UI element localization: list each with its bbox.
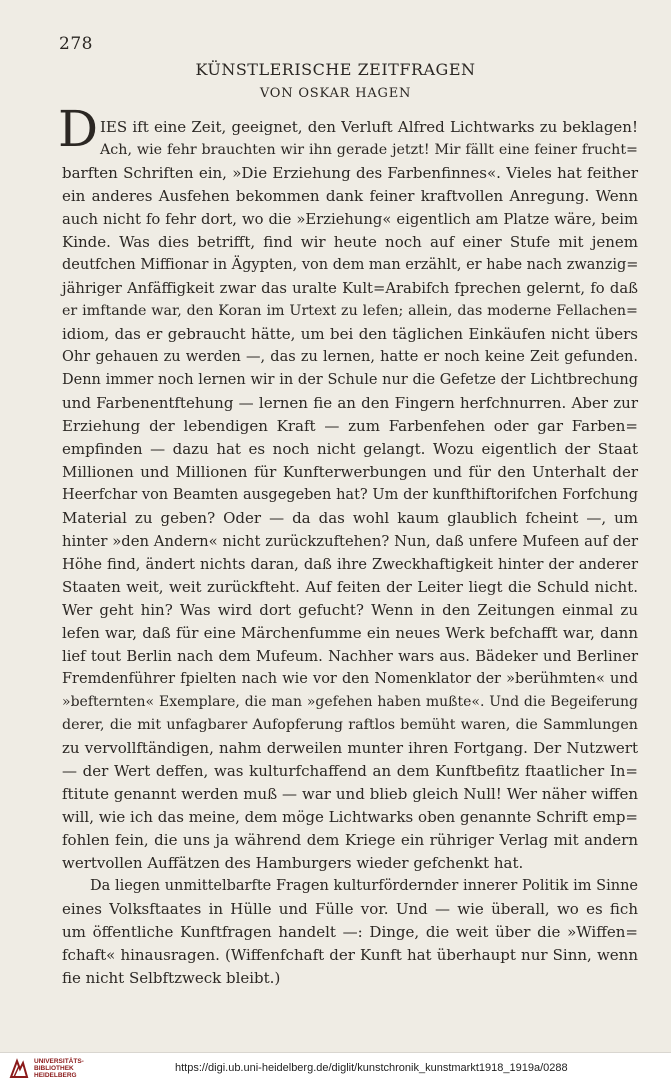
text-line: fohlen fein, die uns ja während dem Kriege ein rühriger Verlag mit andern [62,831,638,849]
text-line: jähriger Anfäffigkeit zwar das uralte Kult=Arabifch fprechen gelernt, fo daß [62,280,638,297]
text-line: eines Volksftaates in Hülle und Fülle vor. Und — wie überall, wo es fich [62,900,638,918]
text-line: hinter »den Andern« nicht zurückzuftehen? Nun, daß unfere Mufeen auf der [62,533,638,550]
text-line: Heerfchar von Beamten ausgegeben hat? Um der kunfthiftorifchen Forfchung [62,487,638,503]
text-line: Material zu geben? Oder — da das wohl kaum glaublich fcheint —, um [62,509,638,527]
text-line: wertvollen Auffätzen des Hamburgers wieder gefchenkt hat. [62,854,524,872]
text-line: fchaft« hinausragen. (Wiffenfchaft der Kunft hat überhaupt nur Sinn, wenn [62,946,638,964]
text-line: will, wie ich das meine, dem möge Lichtwarks oben genannte Schrift emp= [62,808,638,826]
text-line: Wer geht hin? Was wird dort gefucht? Wenn in den Zeitungen einmal zu [62,601,638,619]
article-author: VON OSKAR HAGEN [259,86,412,101]
text-line: Staaten weit, weit zurückfteht. Auf feiten der Leiter liegt die Schuld nicht. [62,578,638,596]
text-line: Erziehung der lebendigen Kraft — zum Farbenfehen oder gar Farben= [62,417,638,435]
text-line: Fremdenführer fpielten nach wie vor den Nomenklator der »berühmten« und [62,671,638,687]
text-line: Höhe find, ändert nichts daran, daß ihre Zweckhaftigkeit hinter der anderer [62,556,638,573]
text-line: Da liegen unmittelbarfte Fragen kulturfördernder innerer Politik im Sinne [90,878,638,894]
text-line: fie nicht Selbftzweck bleibt.) [62,969,281,987]
text-line: empfinden — dazu hat es noch nicht gelangt. Wozu eigentlich der Staat [62,440,638,458]
library-name-line: BIBLIOTHEK [34,1065,74,1072]
library-name-line: UNIVERSITÄTS- [34,1058,84,1065]
text-line: ein anderes Ausfehen bekommen dank feiner kraftvollen Anregung. Wenn [62,187,638,205]
text-line: auch nicht fo fehr dort, wo die »Erziehung« eigentlich am Platze wäre, beim [62,211,638,228]
library-logo-icon [8,1058,30,1080]
text-line: und Farbenentftehung — lernen fie an den Fingern herfchnurren. Aber zur [62,394,638,412]
text-line: lefen war, daß für eine Märchenfumme ein neues Werk befchafft war, dann [62,624,638,642]
text-line: idiom, das er gebraucht hätte, um bei den täglichen Einkäufen nicht übers [62,325,638,343]
library-name-line: HEIDELBERG [34,1072,77,1079]
text-line: Ohr gehauen zu werden —, das zu lernen, hatte er noch keine Zeit gefunden. [62,349,638,365]
text-line: Ach, wie fehr brauchten wir ihn gerade jetzt! Mir fällt eine feiner frucht= [100,142,638,158]
footer-bar [0,1052,671,1084]
text-line: Millionen und Millionen für Kunfterwerbungen und für den Unterhalt der [62,463,638,481]
text-line: lief tout Berlin nach dem Mufeum. Nachher wars aus. Bädeker und Berliner [62,648,638,665]
text-line: um öffentliche Kunftfragen handelt —: Dinge, die weit über die »Wiffen= [62,923,638,941]
text-line: »befternten« Exemplare, die man »gefehen haben mußte«. Und die Begeiferung [62,694,638,710]
library-name [34,1058,84,1079]
text-line: derer, die mit unfagbarer Aufopferung raftlos bemüht waren, die Sammlungen [62,717,638,733]
text-line: Kinde. Was dies betrifft, find wir heute noch auf einer Stufe mit jenem [62,233,638,251]
article-title: KÜNSTLERISCHE ZEITFRAGEN [195,60,476,79]
text-line: barften Schriften ein, »Die Erziehung des Farbenfinnes«. Vieles hat feither [62,164,638,182]
text-line: zu vervollftändigen, nahm derweilen munter ihren Fortgang. Der Nutzwert [62,739,638,757]
text-line: — der Wert deffen, was kulturfchaffend an dem Kunftbefitz ftaatlicher In= [62,762,638,780]
text-line: ftitute genannt werden muß — war und blieb gleich Null! Wer näher wiffen [62,785,638,803]
drop-cap: D [58,100,99,158]
source-url-link[interactable]: https://digi.ub.uni-heidelberg.de/diglit/kunstchronik_kunstmarkt1918_1919a/0288 [175,1062,568,1074]
text-line: deutfchen Miffionar in Ägypten, von dem man erzählt, er habe nach zwanzig= [62,257,639,273]
page-number: 278 [59,34,93,54]
text-line: er imftande war, den Koran im Urtext zu lefen; allein, das moderne Fellachen= [62,303,638,319]
text-line: Denn immer noch lernen wir in der Schule nur die Gefetze der Lichtbrechung [62,372,638,388]
text-line: IES ift eine Zeit, geeignet, den Verluft Alfred Lichtwarks zu beklagen! [100,118,638,136]
